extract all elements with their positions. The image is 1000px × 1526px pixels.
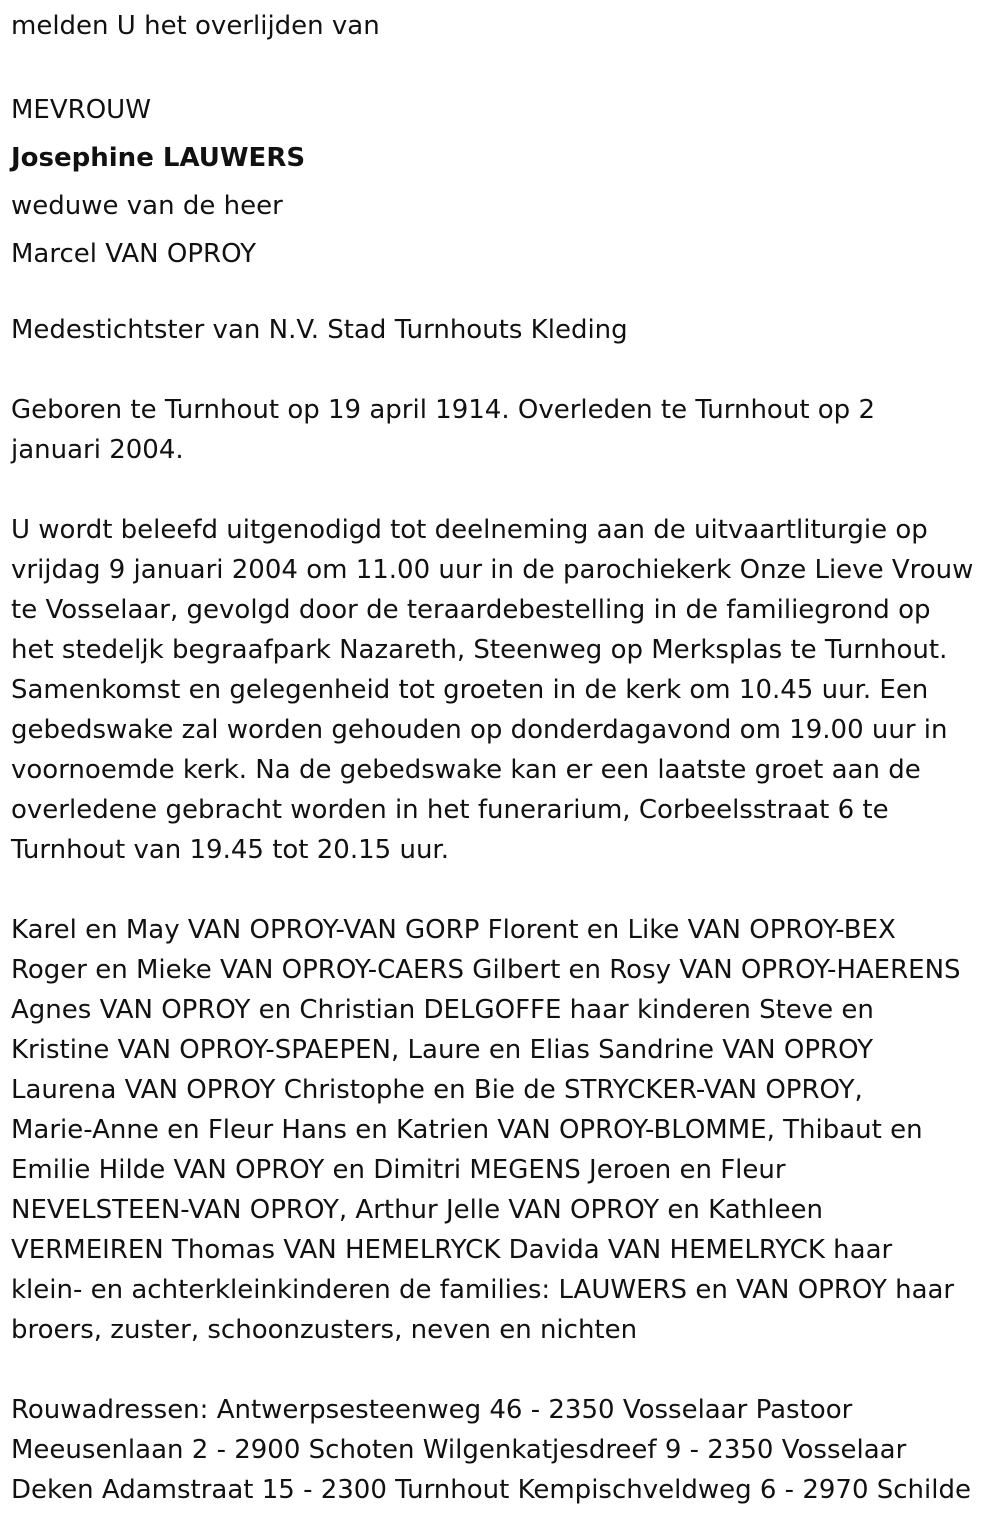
- obituary-notice: [11, 6, 995, 1510]
- text-line: gebedswake zal worden gehouden op donderdagavond om 19.00 uur in: [11, 715, 948, 745]
- widow-line: weduwe van de heer: [11, 191, 283, 221]
- family-paragraph: [11, 910, 995, 1350]
- text-line: Turnhout van 19.45 tot 20.15 uur.: [11, 835, 449, 865]
- founder-line: Medestichtster van N.V. Stad Turnhouts Kleding: [11, 315, 628, 345]
- text-line: Laurena VAN OPROY Christophe en Bie de STRYCKER-VAN OPROY,: [11, 1075, 863, 1105]
- text-line: Karel en May VAN OPROY-VAN GORP Florent en Like VAN OPROY-BEX: [11, 915, 896, 945]
- text-line: NEVELSTEEN-VAN OPROY, Arthur Jelle VAN OPROY en Kathleen: [11, 1195, 824, 1225]
- addresses-paragraph: [11, 1390, 995, 1510]
- spacer: [11, 470, 995, 510]
- spacer: [11, 278, 995, 310]
- text-line: broers, zuster, schoonzusters, neven en nichten: [11, 1315, 638, 1345]
- text-line: Emilie Hilde VAN OPROY en Dimitri MEGENS Jeroen en Fleur: [11, 1155, 786, 1185]
- text-line: voornoemde kerk. Na de gebedswake kan er een laatste groet aan de: [11, 755, 921, 785]
- husband-name: Marcel VAN OPROY: [11, 239, 257, 269]
- deceased-name: Josephine LAUWERS: [11, 143, 306, 173]
- birth-death-paragraph: [11, 390, 995, 470]
- intro-line: melden U het overlijden van: [11, 11, 380, 41]
- text-line: Agnes VAN OPROY en Christian DELGOFFE haar kinderen Steve en: [11, 995, 874, 1025]
- text-line: Kristine VAN OPROY-SPAEPEN, Laure en Elias Sandrine VAN OPROY: [11, 1035, 873, 1065]
- text-line: Meeusenlaan 2 - 2900 Schoten Wilgenkatjesdreef 9 - 2350 Vosselaar: [11, 1435, 907, 1465]
- text-line: januari 2004.: [11, 435, 184, 465]
- text-line: overledene gebracht worden in het funerarium, Corbeelsstraat 6 te: [11, 795, 889, 825]
- text-line: VERMEIREN Thomas VAN HEMELRYCK Davida VAN HEMELRYCK haar: [11, 1235, 893, 1265]
- text-line: vrijdag 9 januari 2004 om 11.00 uur in de parochiekerk Onze Lieve Vrouw: [11, 555, 974, 585]
- text-line: Rouwadressen: Antwerpsesteenweg 46 - 2350 Vosselaar Pastoor: [11, 1395, 853, 1425]
- spacer: [11, 1350, 995, 1390]
- text-line: U wordt beleefd uitgenodigd tot deelneming aan de uitvaartliturgie op: [11, 515, 928, 545]
- text-line: Deken Adamstraat 15 - 2300 Turnhout Kempischveldweg 6 - 2970 Schilde: [11, 1475, 971, 1505]
- spacer: [11, 350, 995, 390]
- text-line: Samenkomst en gelegenheid tot groeten in de kerk om 10.45 uur. Een: [11, 675, 929, 705]
- text-line: Roger en Mieke VAN OPROY-CAERS Gilbert en Rosy VAN OPROY-HAERENS: [11, 955, 961, 985]
- text-line: klein- en achterkleinkinderen de families: LAUWERS en VAN OPROY haar: [11, 1275, 955, 1305]
- text-line: Marie-Anne en Fleur Hans en Katrien VAN OPROY-BLOMME, Thibaut en: [11, 1115, 923, 1145]
- text-line: Geboren te Turnhout op 19 april 1914. Overleden te Turnhout op 2: [11, 395, 875, 425]
- funeral-paragraph: [11, 510, 995, 870]
- text-line: te Vosselaar, gevolgd door de teraardebestelling in de familiegrond op: [11, 595, 931, 625]
- spacer: [11, 46, 995, 86]
- text-line: het stedeljk begraafpark Nazareth, Steenweg op Merksplas te Turnhout.: [11, 635, 948, 665]
- honorific: MEVROUW: [11, 95, 151, 125]
- spacer: [11, 870, 995, 910]
